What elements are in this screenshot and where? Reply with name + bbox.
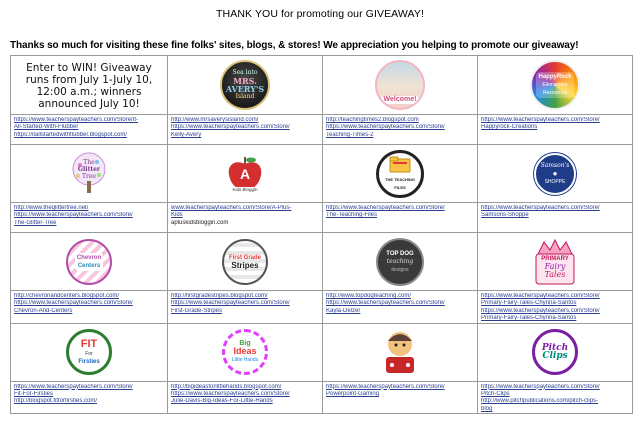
link-list xyxy=(326,117,474,139)
store-link[interactable]: blog xyxy=(481,405,493,412)
store-link[interactable]: https://www.teacherspayteachers.com/Store/ xyxy=(326,300,445,307)
logo-text: HappyRock xyxy=(538,74,572,80)
logo-text: SHOPPE xyxy=(544,178,566,185)
logo-cell xyxy=(168,233,323,291)
store-link[interactable]: The-Teaching-Files xyxy=(326,212,378,219)
logo-text: PRIMARY xyxy=(541,255,569,262)
gaming-character-icon xyxy=(378,329,422,375)
link-list xyxy=(171,384,319,406)
link-cell xyxy=(11,381,168,414)
logo-text: Chevron xyxy=(76,254,102,261)
link-cell xyxy=(323,381,478,414)
link-row xyxy=(11,115,633,145)
logo-text: FIT xyxy=(80,337,98,350)
store-link[interactable]: Chevron-And-Centers xyxy=(14,307,73,314)
store-link[interactable]: Pitch-Clips xyxy=(481,391,510,398)
store-link[interactable]: https://www.teacherspayteachers.com/Store/ xyxy=(14,383,133,390)
store-link[interactable]: https://www.teacherspayteachers.com/Store/ xyxy=(481,383,600,390)
link-cell xyxy=(168,203,323,233)
logo-text: AVERY'S xyxy=(225,84,265,94)
link-list xyxy=(171,293,319,315)
logo-text: Centers xyxy=(77,262,101,269)
store-link[interactable]: https://www.teacherspayteachers.com/Store/ xyxy=(326,205,445,211)
happyrock-logo[interactable] xyxy=(530,60,580,110)
giveaway-line: announced July 10! xyxy=(38,97,140,110)
logo-cell xyxy=(478,233,633,291)
link-cell xyxy=(168,291,323,324)
sponsor-grid xyxy=(10,55,633,414)
logo-cell xyxy=(168,56,323,115)
link-cell xyxy=(478,203,633,233)
link-list xyxy=(14,293,164,315)
store-link[interactable]: Primary-Fairy-Tales-Chynna-Santos xyxy=(481,300,577,307)
logo-text: Sea into xyxy=(232,69,258,76)
logo-text: Kids Bloggin xyxy=(221,187,269,192)
store-link[interactable]: http://firstgradestripes.blogspot.com/ xyxy=(171,293,268,299)
link-row xyxy=(11,203,633,233)
logo-cell xyxy=(478,56,633,115)
store-link[interactable]: Happyrock-Creations xyxy=(481,124,538,131)
store-link[interactable]: Kelly-Avery xyxy=(171,131,202,138)
glitter-tree-logo[interactable] xyxy=(67,151,111,197)
link-list xyxy=(171,117,319,139)
store-link[interactable]: https://www.teacherspayteachers.com/Store/ xyxy=(14,300,133,307)
store-link[interactable]: http://chevronandcenters.blogspot.com/ xyxy=(14,293,120,299)
store-link[interactable]: http://teachingtimes2.blogspot.com xyxy=(326,117,419,123)
store-link[interactable]: https://www.teacherspayteachers.com/Store/ xyxy=(481,307,600,314)
store-link[interactable]: https://www.teacherspayteachers.com/Store/ xyxy=(171,300,290,307)
logo-cell xyxy=(11,145,168,203)
link-cell xyxy=(478,291,633,324)
logo-text: Glitter xyxy=(77,165,101,173)
logo-cell xyxy=(323,323,478,381)
store-link[interactable]: Samsons-Shoppe xyxy=(481,212,529,219)
store-link[interactable]: https://www.teacherspayteachers.com/Store/ xyxy=(171,124,290,131)
page-subtitle: Thanks so much for visiting these fine folks' sites, blogs, & stores! We appreciation you helping to promote our giveaway! xyxy=(10,40,579,51)
logo-text: Pitch xyxy=(541,343,569,354)
logo-text: Tree xyxy=(82,172,96,180)
link-list xyxy=(171,205,319,227)
link-row xyxy=(11,381,633,414)
link-list xyxy=(326,205,474,220)
link-list xyxy=(14,205,164,227)
folder-icon xyxy=(389,155,411,173)
link-cell xyxy=(168,115,323,145)
logo-cell xyxy=(11,323,168,381)
logo-text: Welcome! xyxy=(381,96,420,104)
link-list xyxy=(326,293,474,315)
store-link[interactable]: https://www.teacherspayteachers.com/Store/ xyxy=(326,124,445,131)
link-cell xyxy=(168,381,323,414)
aplus-kids-logo[interactable] xyxy=(225,155,265,193)
giveaway-line: 12:00 a.m.; winners xyxy=(36,85,142,98)
link-cell xyxy=(478,381,633,414)
link-cell xyxy=(478,115,633,145)
store-link[interactable]: www.teacherspayteachers.com/Store/A-Plus- xyxy=(171,205,292,211)
store-link[interactable]: Kids xyxy=(171,212,183,219)
logo-text: A xyxy=(239,165,251,182)
logo-cell xyxy=(11,233,168,291)
store-link[interactable]: Kayla-Delzer xyxy=(326,307,361,314)
logo-row xyxy=(11,323,633,381)
primary-fairy-tales-logo[interactable] xyxy=(530,238,580,286)
store-link[interactable]: The-Glitter-Tree xyxy=(14,219,57,226)
link-list xyxy=(481,293,629,323)
store-link[interactable]: https://www.teacherspayteachers.com/Store/ xyxy=(14,212,133,219)
logo-text: THE TEACHING FILES xyxy=(385,177,415,190)
logo-cell xyxy=(478,145,633,203)
logo-text: Big xyxy=(239,340,251,348)
link-list xyxy=(14,117,164,139)
giveaway-info xyxy=(11,61,167,110)
store-link[interactable]: apluskidsbloggin.com xyxy=(171,219,229,226)
paw-icon: ● xyxy=(552,168,558,178)
teaching-files-logo[interactable] xyxy=(376,150,424,198)
store-link[interactable]: http://bigideasforlittlehands.blogspot.com/ xyxy=(171,383,282,390)
store-link[interactable]: http://www.topdogteaching.com/ xyxy=(326,293,412,299)
logo-text: Stripes xyxy=(231,260,259,270)
page-title: THANK YOU for promoting our GIVEAWAY! xyxy=(216,8,424,20)
logo-text: Samson's xyxy=(540,161,570,169)
link-list xyxy=(481,205,629,220)
store-link[interactable]: https://www.teacherspayteachers.com/Store/It- xyxy=(14,117,139,123)
store-link[interactable]: First-Grade-Stripes xyxy=(171,307,223,314)
first-grade-stripes-logo[interactable] xyxy=(222,239,268,285)
link-row xyxy=(11,291,633,324)
store-link[interactable]: Fit-For-Firsties xyxy=(14,391,53,398)
fit-for-firsties-logo[interactable] xyxy=(66,329,112,375)
store-link[interactable]: http://www.theglittertree.net/ xyxy=(14,205,89,211)
logo-text: Ideas xyxy=(233,346,257,357)
logo-text: Clips xyxy=(542,351,568,362)
store-link[interactable]: http://www.mrsaverysisland.com/ xyxy=(171,117,259,123)
logo-row xyxy=(11,233,633,291)
logo-text: Island xyxy=(235,93,255,100)
store-link[interactable]: http://blogspot.fitforfirsties.com/ xyxy=(14,398,98,405)
logo-cell xyxy=(168,145,323,203)
pitch-clips-logo[interactable] xyxy=(532,329,578,375)
link-list xyxy=(481,384,629,414)
store-link[interactable]: https://www.teacherspayteachers.com/Store/ xyxy=(481,293,600,299)
store-link[interactable]: Primary-Fairy-Tales-Chynna-Santos xyxy=(481,315,577,322)
logo-cell xyxy=(478,323,633,381)
logo-text: teaching xyxy=(386,257,414,265)
big-ideas-logo[interactable] xyxy=(222,329,268,375)
link-cell xyxy=(323,203,478,233)
logo-cell xyxy=(168,323,323,381)
store-link[interactable]: https://www.teacherspayteachers.com/Store/ xyxy=(481,117,600,123)
store-link[interactable]: http://www.pitchpublications.com/pitch-clips- xyxy=(481,398,599,405)
store-link[interactable]: All-Started-With-Flubber xyxy=(14,124,79,131)
logo-cell xyxy=(323,145,478,203)
giveaway-info-cell xyxy=(11,56,168,115)
logo-row xyxy=(11,145,633,203)
mrs-avery-logo[interactable] xyxy=(220,60,270,110)
topdog-teaching-logo[interactable] xyxy=(376,238,424,286)
teaching-times-logo[interactable] xyxy=(375,60,425,110)
logo-text: designs xyxy=(391,266,409,273)
link-list xyxy=(481,117,629,132)
logo-text: First Grade xyxy=(228,254,261,261)
store-link[interactable]: https://www.teacherspayteachers.com/Store/ xyxy=(171,391,290,398)
store-link[interactable]: Julie-Davis-Big-Ideas-For-Little-Hands xyxy=(171,398,273,405)
logo-text: MRS. xyxy=(233,76,257,86)
logo-cell xyxy=(323,56,478,115)
logo-text: Resources xyxy=(543,90,567,96)
chevron-centers-logo[interactable] xyxy=(66,239,112,285)
logo-text: TOP DOG xyxy=(386,250,414,257)
store-link[interactable]: Teaching-Times-2 xyxy=(326,131,374,138)
store-link[interactable]: https://itallstartedwithflubber.blogspot.com/ xyxy=(14,131,128,138)
link-cell xyxy=(11,291,168,324)
logo-text: The xyxy=(83,158,95,166)
link-list xyxy=(326,384,474,399)
logo-text: Elementary xyxy=(542,82,568,88)
giveaway-line: runs from July 1-July 10, xyxy=(25,73,153,86)
store-link[interactable]: https://www.teacherspayteachers.com/Store/ xyxy=(481,205,600,211)
link-cell xyxy=(11,203,168,233)
logo-cell xyxy=(323,233,478,291)
samsons-shoppe-logo[interactable] xyxy=(534,153,576,195)
link-list xyxy=(14,384,164,406)
link-cell xyxy=(323,291,478,324)
powerpoint-gaming-logo[interactable] xyxy=(378,329,422,375)
logo-text: Little Hands xyxy=(231,357,259,364)
link-cell xyxy=(11,115,168,145)
logo-row xyxy=(11,56,633,115)
logo-text: Tales xyxy=(544,269,566,279)
logo-text: Fairy xyxy=(544,261,566,271)
link-cell xyxy=(323,115,478,145)
store-link[interactable]: Powerpoint-Gaming xyxy=(326,391,380,398)
logo-text: Firsties xyxy=(78,358,100,365)
store-link[interactable]: https://www.teacherspayteachers.com/Store/ xyxy=(326,383,445,390)
logo-text: For xyxy=(85,350,93,357)
giveaway-line: Enter to WIN! Giveaway xyxy=(26,61,152,74)
